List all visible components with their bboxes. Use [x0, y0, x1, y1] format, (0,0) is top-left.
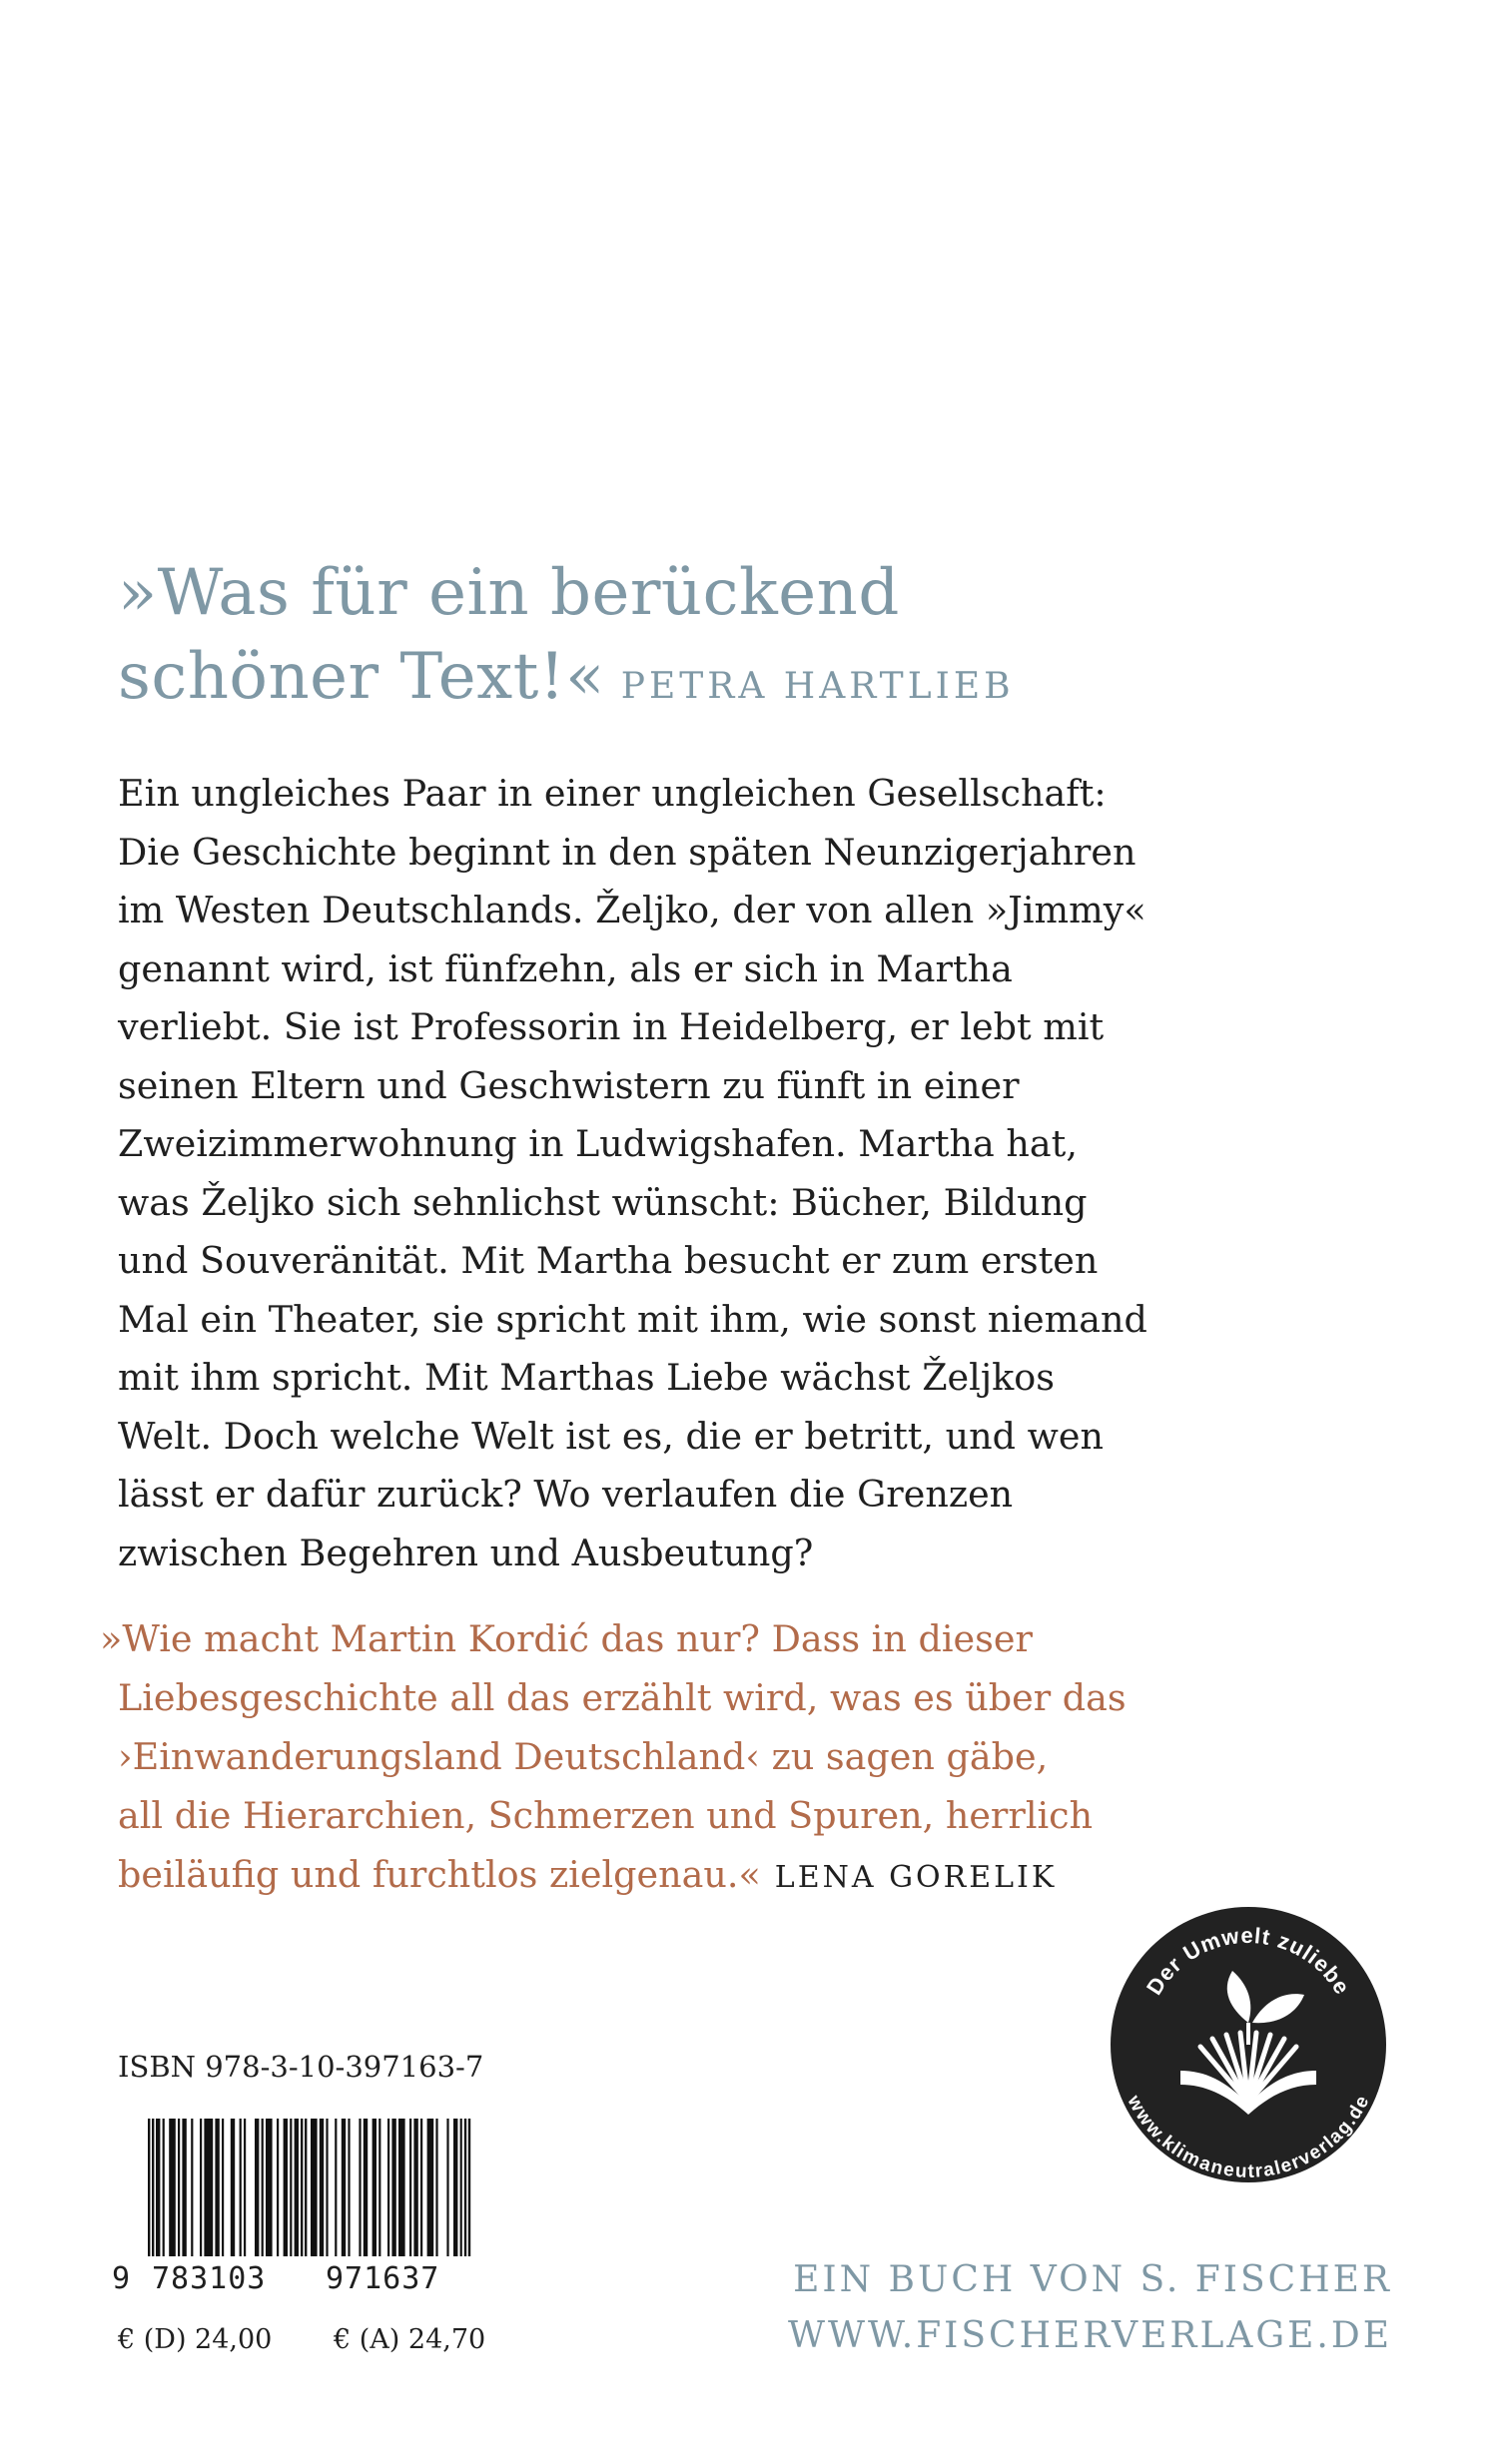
top-quote-text: schöner Text!« — [118, 640, 605, 714]
blurb-line: Mal ein Theater, sie spricht mit ihm, wie sonst niemand — [118, 1297, 1147, 1341]
blurb-line: verliebt. Sie ist Professorin in Heidelberg, er lebt mit — [118, 1005, 1105, 1048]
review-line-last — [100, 1845, 1398, 1907]
blurb-line: Welt. Doch welche Welt ist es, die er betritt, und wen — [118, 1414, 1104, 1458]
top-quote-line-1: »Was für ein berückend — [118, 556, 900, 630]
isbn-text: ISBN 978-3-10-397163-7 — [118, 2050, 484, 2084]
review-text-end: beiläufig und furchtlos zielgenau.« — [118, 1853, 761, 1896]
blurb-line: genannt wird, ist fünfzehn, als er sich in Martha — [118, 946, 1013, 990]
barcode-digit-first: 9 — [112, 2261, 132, 2296]
publisher-website: WWW.FISCHERVERLAGE.DE — [788, 2315, 1392, 2356]
seal-bottom-text: www.klimaneutralerverlag.de — [1123, 2092, 1374, 2182]
blurb-line: Zweizimmerwohnung in Ludwigshafen. Martha hat, — [118, 1122, 1078, 1165]
top-quote-attribution: PETRA HARTLIEB — [620, 666, 1015, 707]
seal-top-text: Der Umwelt zuliebe — [1140, 1922, 1356, 2000]
blurb-line: im Westen Deutschlands. Željko, der von allen »Jimmy« — [118, 889, 1146, 931]
publisher-name: EIN BUCH VON S. FISCHER — [793, 2259, 1392, 2300]
barcode-digit-group-2: 971637 — [326, 2261, 440, 2296]
barcode-digit-group-1: 783103 — [152, 2261, 267, 2296]
blurb-line: seinen Eltern und Geschwistern zu fünft in einer — [118, 1063, 1020, 1107]
climate-neutral-seal — [1109, 1905, 1388, 2184]
blurb-paragraph — [118, 765, 1376, 1582]
blurb-line: lässt er dafür zurück? Wo verlaufen die Grenzen — [118, 1473, 1014, 1516]
price-austria: € (A) 24,70 — [334, 2324, 486, 2355]
top-quote-line-2 — [118, 635, 1366, 729]
review-line: all die Hierarchien, Schmerzen und Spuren, herrlich — [118, 1794, 1094, 1837]
blurb-line: Ein ungleiches Paar in einer ungleichen Gesellschaft: — [118, 772, 1107, 815]
review-attribution: LENA GORELIK — [774, 1860, 1058, 1895]
review-quote — [100, 1609, 1398, 1907]
blurb-line: zwischen Begehren und Ausbeutung? — [118, 1531, 814, 1574]
publisher-info — [788, 2252, 1392, 2364]
review-line: ›Einwanderungsland Deutschland‹ zu sagen gäbe, — [118, 1735, 1049, 1778]
review-line: Liebesgeschichte all das erzählt wird, was es über das — [118, 1676, 1127, 1719]
blurb-line: und Souveränität. Mit Martha besucht er zum ersten — [118, 1239, 1099, 1282]
blurb-line: was Željko sich sehnlichst wünscht: Bücher, Bildung — [118, 1180, 1088, 1224]
blurb-line: mit ihm spricht. Mit Marthas Liebe wächst Željkos — [118, 1356, 1055, 1399]
price-germany: € (D) 24,00 — [118, 2324, 273, 2355]
review-line: »Wie macht Martin Kordić das nur? Dass in dieser — [100, 1617, 1033, 1660]
blurb-line: Die Geschichte beginnt in den späten Neunzigerjahren — [118, 830, 1136, 874]
top-quote — [118, 551, 1366, 729]
